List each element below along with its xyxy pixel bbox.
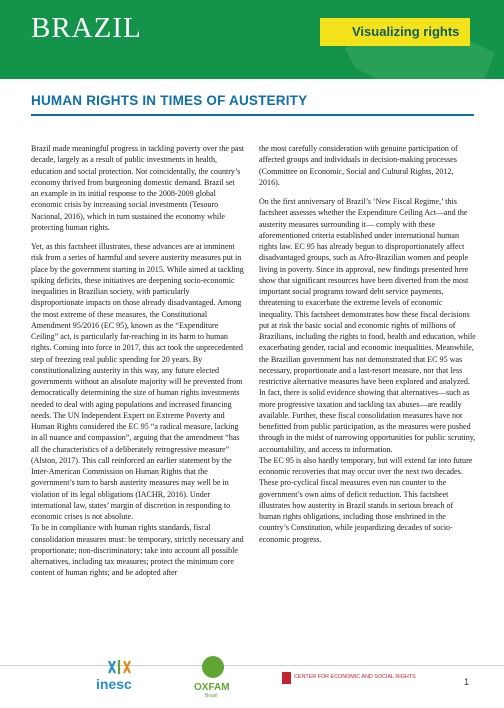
title-divider: [31, 114, 474, 116]
column-left: [31, 143, 244, 587]
inesc-logo: [92, 658, 152, 698]
oxfam-subtitle: Brasil: [205, 693, 218, 699]
paragraph: The EC 95 is also hardly temporary, but will extend far into future economic recoveries that may occur over the next two decades. These pro-cyclical fiscal measures even run counter to the government’s own aims of deficit reduction. This factsheet illustrates how austerity in Brazil stands in serious breach of human rights obligations, including those enshrined in the country’s Constitution, while jeopardizing decades of socio-economic progress.: [259, 455, 473, 544]
inesc-mark-icon: [106, 658, 136, 676]
country-name: BRAZIL: [31, 12, 142, 44]
footer-divider: [0, 665, 504, 666]
page-title: HUMAN RIGHTS IN TIMES OF AUSTERITY: [31, 93, 308, 108]
paragraph: Yet, as this factsheet illustrates, these advances are at imminent risk from a series of harmful and severe austerity measures put in place by the government starting in 2015. While aimed at tackling spiking deficits, these initiatives are deepening socio-economic inequalities in Brazilian society, with particularly disproportionate impacts on those already disadvantaged. Among the most extreme of these measures, the Constitutional Amendment 95/2016 (EC 95), known as the “Expenditure Ceiling” act, is particularly far-reaching in its harm to human rights. Coming into force in 2017, this act took the unprecedented step of freezing real public spending for 20 years. By constitutionalizing austerity in this way, any future elected governments without an absolute majority will be prevented from democratically determining the size of human rights investments needed to deal with aging populations and increased financing needs. The UN Independent Expert on Extreme Poverty and Human Rights considered the EC 95 “a radical measure, lacking in all nuance and compassion”, arguing that the amendment “has all the characteristics of a deliberately retrogressive measure” (Alston, 2017). This call reinforced an earlier statement by the Inter-American Commission on Human Rights that the government’s turn to harsh austerity measures may well be in violation of its legal obligations (IACHR, 2016). Under international law, states’ margin of discretion in responding to economic crises is not absolute.: [31, 242, 244, 521]
page-number: 1: [464, 677, 470, 687]
paragraph: the most carefully consideration with genuine participation of affected groups and individuals in decision-making processes (Committee on Economic, Social and Cultural Rights, 2012, 2016).: [259, 144, 458, 187]
cesr-mark-icon: [282, 672, 291, 684]
paragraph: On the first anniversary of Brazil’s ‘New Fiscal Regime,’ this factsheet assesses whether the Expenditure Ceiling Act—and the austerity measures surrounding it— comply with these aforementioned criteria established under international human rights law. EC 95 has already begun to disproportionately affect disadvantaged groups, such as Afro-Brazilian women and people living in poverty. Since its approval, new findings presented here show that significant resources have been diverted from the most important social programs toward debt service payments, threatening to exacerbate the extreme levels of economic inequality. This factsheet demonstrates how these fiscal decisions put at risk the basic social and economic rights of millions of Brazilians, including the rights to food, health and education, while exacerbating gender, racial and economic inequalities. Meanwhile, the Brazilian government has not demonstrated that EC 95 was necessary, proportionate and a last-resort measure, nor that less restrictive alternative measures have been explored and analyzed. In fact, there is solid evidence showing that alternatives—such as more progressive taxation and tackling tax abuses—are readily available. Further, these fiscal consolidation measures have not benefitted from public participation, as the measures were pushed through in the midst of narrowing opportunities for public scrutiny, accountability, and access to information.: [259, 197, 476, 454]
oxfam-wordmark: OXFAM: [194, 682, 230, 693]
column-right: [259, 143, 476, 553]
header-banner: [0, 0, 504, 79]
paragraph: Brazil made meaningful progress in tackling poverty over the past decade, largely as a result of public investments in health, education and social protection. Not coincidentally, the country’s economy thrived from burgeoning domestic demand. Brazil set an example in its initial response to the 2008-2009 global economic crisis by increasing social investments (Tesouro Nacional, 2016), which in turn sustained the economy while protecting human rights.: [31, 144, 244, 232]
inesc-wordmark: inesc: [96, 676, 132, 692]
series-label-box: [320, 18, 470, 46]
cesr-logo: [282, 672, 446, 686]
oxfam-logo: [194, 656, 234, 704]
series-label: Visualizing rights: [352, 24, 460, 39]
oxfam-circle-icon: [202, 656, 224, 678]
cesr-wordmark: CENTER FOR ECONOMIC AND SOCIAL RIGHTS: [294, 674, 416, 680]
paragraph: To be in compliance with human rights standards, fiscal consolidation measures must: be temporary, strictly necessary and proportionate; non-discriminatory; take into account all possible alternatives, including tax measures; protect the minimum core content of human rights; and be adopted after: [31, 523, 244, 578]
